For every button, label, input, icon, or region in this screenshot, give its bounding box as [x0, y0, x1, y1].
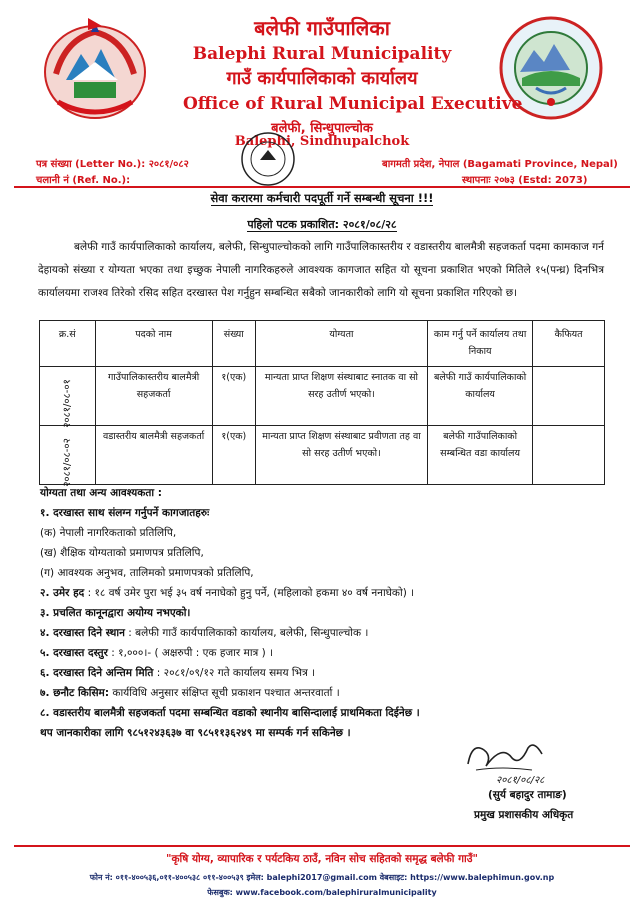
table-cell-post: वडास्तरीय बालमैत्री सहजकर्ता: [95, 426, 212, 485]
signatory-name: (सुर्य बहादुर तामाङ): [488, 789, 567, 801]
requirement-item: ३. प्रचलित कानूनद्वारा अयोग्य नभएको।: [40, 607, 191, 619]
table-row: [40, 367, 605, 426]
table-header: योग्यता: [255, 321, 427, 367]
requirement-item: ६. दरखास्त दिने अन्तिम मिति : २०८१/०९/१२ गते कार्यालय समय भित्र ।: [40, 667, 316, 679]
table-cell-remark: [533, 426, 605, 485]
requirement-item: (ग) आवश्यक अनुभव, तालिमको प्रमाणपत्रको प्रतिलिपि,: [40, 567, 254, 579]
vacancy-table: [39, 320, 605, 485]
letter-number: पत्र संख्या (Letter No.): २०८१/०८२: [36, 159, 189, 170]
requirements-heading: योग्यता तथा अन्य आवश्यकता :: [40, 487, 162, 499]
table-header: पदको नाम: [95, 321, 212, 367]
office-stamp: [238, 130, 298, 188]
notice-paragraph: बलेफी गाउँ कार्यपालिकाको कार्यालय, बलेफी, सिन्धुपाल्चोकको लागि गाउँपालिकास्तरीय र वडास्तरीय बालमैत्री सहजकर्ता पदमा कामकाज गर्न देहायको संख्या र योग्यता भएका तथा इच्छुक नेपाली नागरिकहरुले आवश्यक कागजात सहित यो सूचना प्रकाशित भएको मितिले १५(पन्ध्र) दिनभित्र कार्यालयमा राजश्व तिरेको रसिद सहित दरखास्त पेश गर्नुहुन सम्बन्धित सबैको जानकारीको लागि यो सूचना प्रकाशित गरिएको छ।: [38, 241, 604, 299]
publication-date: पहिलो पटक प्रकाशित: २०८१/०८/२८: [247, 218, 397, 231]
requirement-item: ८. वडास्तरीय बालमैत्री सहजकर्ता पदमा सम्बन्धित वडाको स्थानीय बासिन्दालाई प्राथमिकता दिईनेछ ।: [40, 707, 420, 719]
office-name-english: Office of Rural Municipal Executive: [183, 94, 523, 114]
signatory-designation: प्रमुख प्रशासकीय अधिकृत: [474, 809, 574, 821]
established-label: स्थापनाः २०७३ (Estd: 2073): [462, 175, 588, 186]
footer-contact: फोन नं: ०११-४००५३६,०११-४००५३८ ०११-४००५३९ इमेल: balephi2017@gmail.com वेबसाइट: https://www.balephimun.gov.np: [89, 873, 555, 882]
signature-date: २०८१/०८/२८: [496, 775, 545, 786]
requirement-item: ४. दरखास्त दिने स्थान : बलेफी गाउँ कार्यपालिकाको कार्यालय, बलेफी, सिन्धुपाल्चोक ।: [40, 627, 369, 639]
requirement-item: १. दरखास्त साथ संलग्न गर्नुपर्ने कागजातहरुः: [40, 507, 210, 519]
table-cell-post: गाउँपालिकास्तरीय बालमैत्री सहजकर्ता: [95, 367, 212, 426]
table-cell-office: बलेफी गाउँ कार्यपालिकाको कार्यालय: [427, 367, 532, 426]
reference-number: चलानी नं (Ref. No.):: [36, 175, 131, 186]
footer-facebook: फेसबुक: www.facebook.com/balephiruralmunicipality: [207, 888, 437, 897]
table-header: संख्या: [212, 321, 255, 367]
table-cell-sn: २०८१/०८-०२: [40, 426, 96, 485]
table-cell-sn: २०८१/०८-०१: [40, 367, 96, 426]
table-cell-count: १(एक): [212, 426, 255, 485]
requirement-item: (क) नेपाली नागरिकताको प्रतिलिपि,: [40, 527, 177, 539]
municipality-name-english: Balephi Rural Municipality: [192, 44, 452, 64]
table-header: कैफियत: [533, 321, 605, 367]
signature-mark: [462, 736, 552, 776]
requirement-item: २. उमेर हद : १८ वर्ष उमेर पुरा भई ३५ वर्ष ननाघेको हुनु पर्ने, (महिलाको हकमा ४० वर्ष ननाघेको) ।: [40, 587, 415, 599]
table-cell-qualification: मान्यता प्राप्त शिक्षण संस्थाबाट प्रवीणता तह वा सो सरह उतीर्ण भएको।: [255, 426, 427, 485]
table-cell-count: १(एक): [212, 367, 255, 426]
table-header: क्र.सं: [40, 321, 96, 367]
requirement-item: ७. छनौट किसिम: कार्यविधि अनुसार संक्षिप्त सूची प्रकाशन पश्चात अन्तरवार्ता ।: [40, 687, 340, 699]
municipality-name-nepali: बलेफी गाउँपालिका: [254, 16, 390, 40]
footer-divider: [14, 845, 630, 847]
office-name-nepali: गाउँ कार्यपालिकाको कार्यालय: [226, 68, 418, 89]
address-english: Balephi, Sindhupalchok: [234, 134, 410, 149]
table-cell-office: बलेफी गाउँपालिकाको सम्बन्धित वडा कार्यालय: [427, 426, 532, 485]
table-row: [40, 426, 605, 485]
footer-slogan: "कृषि योग्य, व्यापारिक र पर्यटकिय ठाउँ, नविन सोच सहितको समृद्ध बलेफी गाउँ": [165, 853, 479, 865]
requirement-item: थप जानकारीका लागि ९८५१२४३६३७ वा ९८५११३६२४९ मा सम्पर्क गर्न सकिनेछ ।: [40, 727, 351, 739]
header-divider: [14, 186, 630, 188]
table-cell-remark: [533, 367, 605, 426]
province-label: बागमती प्रदेश, नेपाल (Bagamati Province, Nepal): [382, 159, 618, 170]
table-header: काम गर्नु पर्ने कार्यालय तथा निकाय: [427, 321, 532, 367]
requirement-item: (ख) शैक्षिक योग्यताको प्रमाणपत्र प्रतिलिपि,: [40, 547, 204, 559]
table-cell-qualification: मान्यता प्राप्त शिक्षण संस्थाबाट स्नातक वा सो सरह उतीर्ण भएको।: [255, 367, 427, 426]
requirement-item: ५. दरखास्त दस्तुर : १,०००।- ( अक्षरुपी : एक हजार मात्र ) ।: [40, 647, 274, 659]
address-nepali: बलेफी, सिन्धुपाल्चोक: [271, 121, 373, 136]
notice-title: सेवा करारमा कर्मचारी पदपूर्ती गर्ने सम्बन्धी सूचना !!!: [210, 191, 434, 205]
table-header-row: [40, 321, 605, 367]
